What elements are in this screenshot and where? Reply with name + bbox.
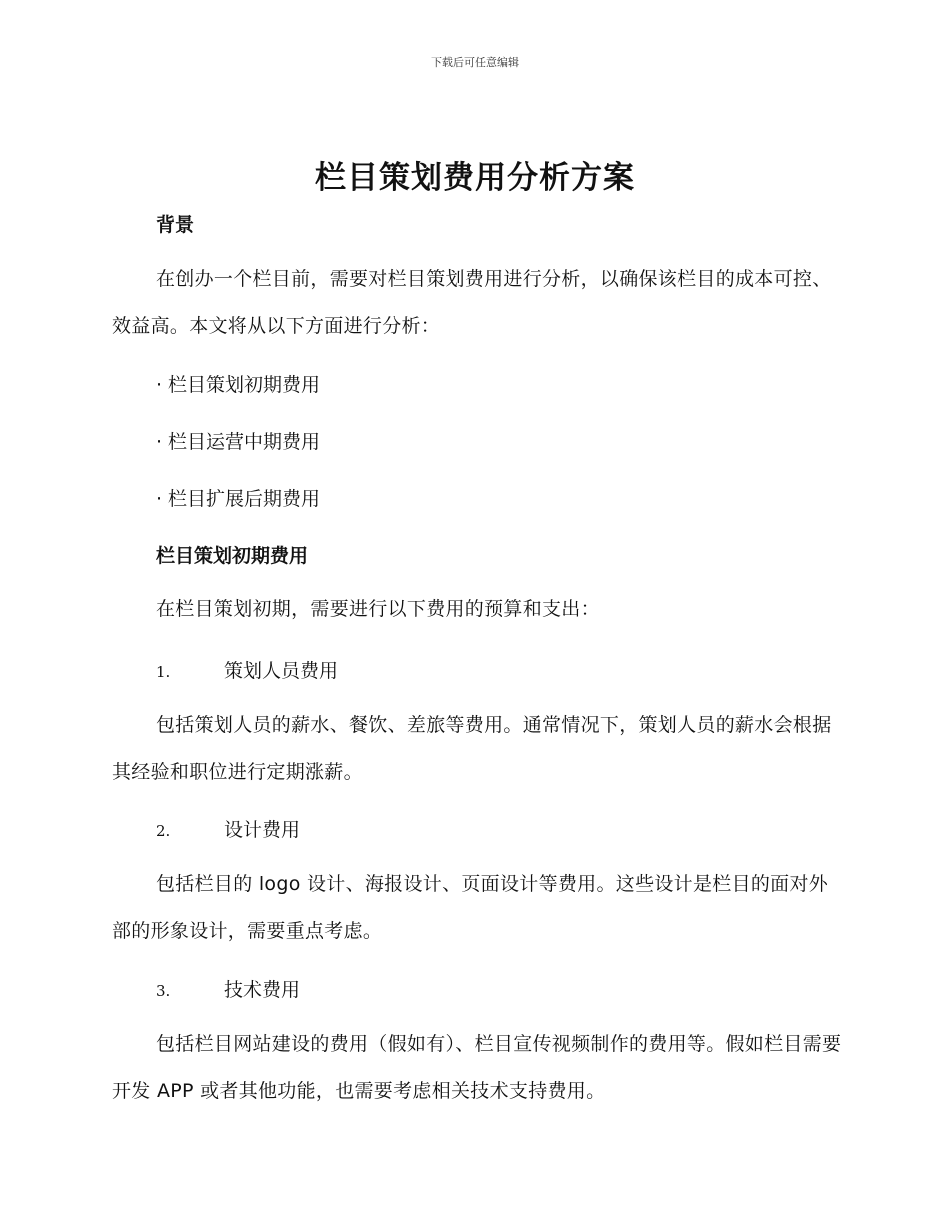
item-number: 2. bbox=[156, 822, 171, 840]
document-title: 栏目策划费用分析方案 bbox=[315, 160, 635, 196]
header-note: 下载后可任意编辑 bbox=[431, 56, 519, 69]
bullet-item bbox=[156, 484, 320, 511]
item-number: 3. bbox=[156, 982, 171, 1000]
bullet-label: 栏目运营中期费用 bbox=[168, 431, 321, 453]
bullet-item bbox=[156, 370, 320, 397]
bullet-dot: · bbox=[156, 488, 163, 510]
background-intro-paragraph: 在创办一个栏目前，需要对栏目策划费用进行分析，以确保该栏目的成本可控、效益高。本文将从以下方面进行分析： bbox=[112, 268, 832, 337]
item-description-paragraph: 包括栏目网站建设的费用（假如有）、栏目宣传视频制作的费用等。假如栏目需要开发 APP 或者其他功能，也需要考虑相关技术支持费用。 bbox=[112, 1033, 842, 1102]
bullet-dot: · bbox=[156, 374, 163, 396]
section-heading-background: 背景 bbox=[156, 214, 195, 236]
item-description-paragraph: 包括栏目的 logo 设计、海报设计、页面设计等费用。这些设计是栏目的面对外部的形象设计，需要重点考虑。 bbox=[112, 873, 829, 942]
item-label: 策划人员费用 bbox=[224, 660, 339, 682]
bullet-label: 栏目策划初期费用 bbox=[168, 374, 321, 396]
bullet-item bbox=[156, 427, 320, 454]
item-label: 设计费用 bbox=[224, 819, 301, 841]
initial-intro-paragraph: 在栏目策划初期，需要进行以下费用的预算和支出： bbox=[156, 598, 600, 620]
numbered-item bbox=[156, 656, 338, 683]
item-label: 技术费用 bbox=[224, 979, 301, 1001]
bullet-label: 栏目扩展后期费用 bbox=[168, 488, 321, 510]
item-number: 1. bbox=[156, 663, 171, 681]
bullet-dot: · bbox=[156, 431, 163, 453]
numbered-item bbox=[156, 815, 300, 842]
numbered-item bbox=[156, 975, 300, 1002]
item-description-paragraph: 包括策划人员的薪水、餐饮、差旅等费用。通常情况下，策划人员的薪水会根据其经验和职位进行定期涨薪。 bbox=[112, 714, 832, 783]
section-heading-initial-costs: 栏目策划初期费用 bbox=[156, 545, 309, 567]
